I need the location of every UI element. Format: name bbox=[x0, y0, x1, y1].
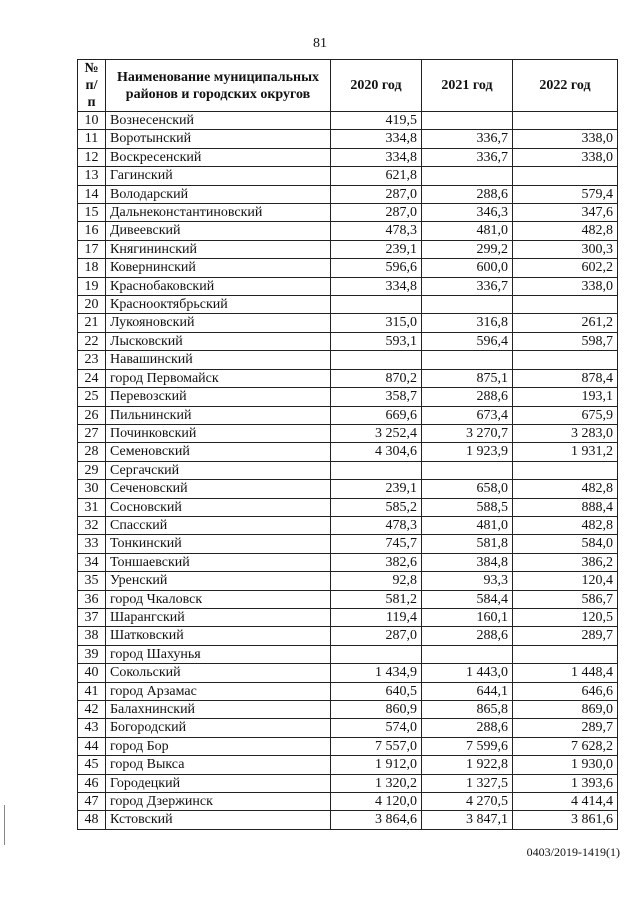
row-value-2020: 92,8 bbox=[331, 572, 422, 590]
row-value-2022: 261,2 bbox=[513, 314, 618, 332]
row-value-2022: 300,3 bbox=[513, 240, 618, 258]
row-name: Починковский bbox=[106, 424, 331, 442]
table-row bbox=[78, 388, 618, 406]
row-value-2021: 865,8 bbox=[422, 701, 513, 719]
row-name: Пильнинский bbox=[106, 406, 331, 424]
row-name: город Выкса bbox=[106, 756, 331, 774]
row-value-2020: 287,0 bbox=[331, 204, 422, 222]
row-number: 42 bbox=[78, 701, 106, 719]
row-value-2021: 3 270,7 bbox=[422, 424, 513, 442]
row-name: Краснооктябрьский bbox=[106, 296, 331, 314]
row-number: 29 bbox=[78, 461, 106, 479]
row-value-2020: 334,8 bbox=[331, 148, 422, 166]
table-row bbox=[78, 664, 618, 682]
row-name: Балахнинский bbox=[106, 701, 331, 719]
row-value-2021: 1 327,5 bbox=[422, 774, 513, 792]
row-value-2021: 7 599,6 bbox=[422, 737, 513, 755]
row-number: 48 bbox=[78, 811, 106, 829]
row-value-2021: 299,2 bbox=[422, 240, 513, 258]
row-name: Лукояновский bbox=[106, 314, 331, 332]
row-value-2022: 347,6 bbox=[513, 204, 618, 222]
row-name: Кстовский bbox=[106, 811, 331, 829]
row-value-2020: 870,2 bbox=[331, 369, 422, 387]
row-value-2020: 4 120,0 bbox=[331, 793, 422, 811]
row-name: Сергачский bbox=[106, 461, 331, 479]
row-number: 13 bbox=[78, 167, 106, 185]
table-row bbox=[78, 645, 618, 663]
row-value-2021: 316,8 bbox=[422, 314, 513, 332]
row-value-2022: 120,5 bbox=[513, 608, 618, 626]
row-value-2022: 878,4 bbox=[513, 369, 618, 387]
row-value-2021: 581,8 bbox=[422, 535, 513, 553]
row-number: 11 bbox=[78, 130, 106, 148]
row-value-2021: 588,5 bbox=[422, 498, 513, 516]
table-row bbox=[78, 222, 618, 240]
table-row bbox=[78, 572, 618, 590]
row-value-2020 bbox=[331, 351, 422, 369]
row-name: город Арзамас bbox=[106, 682, 331, 700]
row-value-2020: 593,1 bbox=[331, 332, 422, 350]
row-value-2021 bbox=[422, 351, 513, 369]
row-value-2021: 600,0 bbox=[422, 259, 513, 277]
row-name: Володарский bbox=[106, 185, 331, 203]
row-value-2022: 598,7 bbox=[513, 332, 618, 350]
row-name: Сеченовский bbox=[106, 480, 331, 498]
row-name: Сосновский bbox=[106, 498, 331, 516]
row-name: Дальнеконстантиновский bbox=[106, 204, 331, 222]
row-value-2021: 93,3 bbox=[422, 572, 513, 590]
table-row bbox=[78, 701, 618, 719]
row-number: 32 bbox=[78, 516, 106, 534]
row-number: 28 bbox=[78, 443, 106, 461]
row-value-2022: 120,4 bbox=[513, 572, 618, 590]
row-value-2020: 4 304,6 bbox=[331, 443, 422, 461]
row-value-2022: 584,0 bbox=[513, 535, 618, 553]
row-number: 24 bbox=[78, 369, 106, 387]
row-value-2022 bbox=[513, 112, 618, 130]
row-number: 31 bbox=[78, 498, 106, 516]
row-value-2021: 1 923,9 bbox=[422, 443, 513, 461]
row-value-2022: 289,7 bbox=[513, 627, 618, 645]
row-value-2020: 478,3 bbox=[331, 516, 422, 534]
table-row bbox=[78, 277, 618, 295]
row-value-2022: 7 628,2 bbox=[513, 737, 618, 755]
row-name: Ковернинский bbox=[106, 259, 331, 277]
table-row bbox=[78, 719, 618, 737]
row-value-2020: 287,0 bbox=[331, 627, 422, 645]
row-number: 25 bbox=[78, 388, 106, 406]
row-number: 15 bbox=[78, 204, 106, 222]
row-value-2022: 646,6 bbox=[513, 682, 618, 700]
row-number: 35 bbox=[78, 572, 106, 590]
budget-table bbox=[77, 59, 618, 830]
table-body bbox=[78, 112, 618, 830]
row-number: 37 bbox=[78, 608, 106, 626]
row-value-2022: 888,4 bbox=[513, 498, 618, 516]
row-value-2020: 358,7 bbox=[331, 388, 422, 406]
row-value-2022: 602,2 bbox=[513, 259, 618, 277]
row-name: Воскресенский bbox=[106, 148, 331, 166]
row-name: Краснобаковский bbox=[106, 277, 331, 295]
row-number: 47 bbox=[78, 793, 106, 811]
row-value-2021: 288,6 bbox=[422, 388, 513, 406]
table-row bbox=[78, 406, 618, 424]
table-row bbox=[78, 535, 618, 553]
document-code: 0403/2019-1419(1) bbox=[526, 845, 620, 859]
row-name: Семеновский bbox=[106, 443, 331, 461]
row-name: Городецкий bbox=[106, 774, 331, 792]
table-row bbox=[78, 296, 618, 314]
page-number: 81 bbox=[313, 36, 327, 51]
row-value-2020: 640,5 bbox=[331, 682, 422, 700]
row-value-2021: 336,7 bbox=[422, 130, 513, 148]
row-value-2021: 3 847,1 bbox=[422, 811, 513, 829]
row-value-2021: 160,1 bbox=[422, 608, 513, 626]
row-value-2022: 675,9 bbox=[513, 406, 618, 424]
row-value-2020: 419,5 bbox=[331, 112, 422, 130]
row-value-2022: 586,7 bbox=[513, 590, 618, 608]
row-name: Вознесенский bbox=[106, 112, 331, 130]
row-name: Спасский bbox=[106, 516, 331, 534]
table-row bbox=[78, 737, 618, 755]
row-number: 30 bbox=[78, 480, 106, 498]
row-name: Тоншаевский bbox=[106, 553, 331, 571]
row-value-2020 bbox=[331, 645, 422, 663]
row-value-2021: 346,3 bbox=[422, 204, 513, 222]
row-name: Княгининский bbox=[106, 240, 331, 258]
table-row bbox=[78, 627, 618, 645]
header-2021: 2021 год bbox=[422, 60, 513, 112]
table-row bbox=[78, 811, 618, 829]
row-name: Воротынский bbox=[106, 130, 331, 148]
row-value-2020: 3 252,4 bbox=[331, 424, 422, 442]
table-row bbox=[78, 480, 618, 498]
table-row bbox=[78, 351, 618, 369]
row-number: 23 bbox=[78, 351, 106, 369]
row-number: 36 bbox=[78, 590, 106, 608]
row-number: 14 bbox=[78, 185, 106, 203]
table-row bbox=[78, 130, 618, 148]
row-value-2020: 478,3 bbox=[331, 222, 422, 240]
row-value-2022: 193,1 bbox=[513, 388, 618, 406]
row-value-2021: 481,0 bbox=[422, 222, 513, 240]
row-value-2020: 1 912,0 bbox=[331, 756, 422, 774]
row-value-2021: 336,7 bbox=[422, 148, 513, 166]
row-value-2022: 386,2 bbox=[513, 553, 618, 571]
row-value-2021: 673,4 bbox=[422, 406, 513, 424]
row-value-2021: 584,4 bbox=[422, 590, 513, 608]
row-value-2020: 581,2 bbox=[331, 590, 422, 608]
row-number: 41 bbox=[78, 682, 106, 700]
row-value-2022 bbox=[513, 461, 618, 479]
table-row bbox=[78, 240, 618, 258]
table-row bbox=[78, 498, 618, 516]
table-row bbox=[78, 259, 618, 277]
row-name: Шарангский bbox=[106, 608, 331, 626]
row-value-2022 bbox=[513, 645, 618, 663]
row-value-2022: 1 930,0 bbox=[513, 756, 618, 774]
row-value-2020: 1 320,2 bbox=[331, 774, 422, 792]
row-number: 16 bbox=[78, 222, 106, 240]
table-row bbox=[78, 793, 618, 811]
table-row bbox=[78, 148, 618, 166]
row-name: Шатковский bbox=[106, 627, 331, 645]
table-row bbox=[78, 314, 618, 332]
table-row bbox=[78, 424, 618, 442]
row-value-2021: 1 443,0 bbox=[422, 664, 513, 682]
table-row bbox=[78, 590, 618, 608]
row-value-2021 bbox=[422, 296, 513, 314]
row-name: Перевозский bbox=[106, 388, 331, 406]
row-value-2020: 382,6 bbox=[331, 553, 422, 571]
row-value-2022: 1 393,6 bbox=[513, 774, 618, 792]
table-row bbox=[78, 608, 618, 626]
row-value-2020: 334,8 bbox=[331, 130, 422, 148]
row-value-2020: 3 864,6 bbox=[331, 811, 422, 829]
table-row bbox=[78, 112, 618, 130]
row-value-2020: 745,7 bbox=[331, 535, 422, 553]
header-2022: 2022 год bbox=[513, 60, 618, 112]
row-value-2022: 338,0 bbox=[513, 277, 618, 295]
row-number: 43 bbox=[78, 719, 106, 737]
row-name: город Бор bbox=[106, 737, 331, 755]
row-name: Тонкинский bbox=[106, 535, 331, 553]
row-value-2020: 287,0 bbox=[331, 185, 422, 203]
row-value-2021 bbox=[422, 645, 513, 663]
row-number: 20 bbox=[78, 296, 106, 314]
row-value-2020: 334,8 bbox=[331, 277, 422, 295]
row-value-2021 bbox=[422, 461, 513, 479]
row-name: Лысковский bbox=[106, 332, 331, 350]
row-name: город Первомайск bbox=[106, 369, 331, 387]
row-value-2022: 482,8 bbox=[513, 516, 618, 534]
row-value-2020: 585,2 bbox=[331, 498, 422, 516]
row-value-2020: 315,0 bbox=[331, 314, 422, 332]
row-value-2022: 4 414,4 bbox=[513, 793, 618, 811]
table-row bbox=[78, 369, 618, 387]
row-value-2020: 669,6 bbox=[331, 406, 422, 424]
row-number: 45 bbox=[78, 756, 106, 774]
row-number: 12 bbox=[78, 148, 106, 166]
row-value-2020: 574,0 bbox=[331, 719, 422, 737]
row-value-2020: 239,1 bbox=[331, 240, 422, 258]
row-value-2022: 338,0 bbox=[513, 130, 618, 148]
row-value-2022 bbox=[513, 351, 618, 369]
table-row bbox=[78, 443, 618, 461]
row-value-2022: 289,7 bbox=[513, 719, 618, 737]
table-row bbox=[78, 461, 618, 479]
row-number: 27 bbox=[78, 424, 106, 442]
row-value-2022 bbox=[513, 296, 618, 314]
row-value-2020: 1 434,9 bbox=[331, 664, 422, 682]
row-value-2020 bbox=[331, 461, 422, 479]
row-number: 34 bbox=[78, 553, 106, 571]
row-name: Дивеевский bbox=[106, 222, 331, 240]
row-number: 26 bbox=[78, 406, 106, 424]
row-value-2022: 338,0 bbox=[513, 148, 618, 166]
table-row bbox=[78, 516, 618, 534]
row-value-2022 bbox=[513, 167, 618, 185]
row-number: 22 bbox=[78, 332, 106, 350]
row-value-2022: 482,8 bbox=[513, 480, 618, 498]
row-value-2020: 119,4 bbox=[331, 608, 422, 626]
table-row bbox=[78, 756, 618, 774]
row-value-2021: 481,0 bbox=[422, 516, 513, 534]
row-value-2020: 239,1 bbox=[331, 480, 422, 498]
row-number: 44 bbox=[78, 737, 106, 755]
row-value-2022: 3 861,6 bbox=[513, 811, 618, 829]
row-number: 38 bbox=[78, 627, 106, 645]
row-value-2021: 644,1 bbox=[422, 682, 513, 700]
row-value-2020: 596,6 bbox=[331, 259, 422, 277]
row-number: 18 bbox=[78, 259, 106, 277]
row-value-2022: 869,0 bbox=[513, 701, 618, 719]
row-name: Сокольский bbox=[106, 664, 331, 682]
table-row bbox=[78, 682, 618, 700]
row-value-2021: 596,4 bbox=[422, 332, 513, 350]
row-name: город Шахунья bbox=[106, 645, 331, 663]
row-value-2022: 482,8 bbox=[513, 222, 618, 240]
row-number: 39 bbox=[78, 645, 106, 663]
row-name: Гагинский bbox=[106, 167, 331, 185]
row-value-2021: 384,8 bbox=[422, 553, 513, 571]
row-value-2020: 7 557,0 bbox=[331, 737, 422, 755]
row-value-2020: 860,9 bbox=[331, 701, 422, 719]
row-value-2021: 336,7 bbox=[422, 277, 513, 295]
table-row bbox=[78, 774, 618, 792]
row-value-2022: 579,4 bbox=[513, 185, 618, 203]
row-value-2021: 1 922,8 bbox=[422, 756, 513, 774]
table-row bbox=[78, 204, 618, 222]
row-name: город Дзержинск bbox=[106, 793, 331, 811]
row-value-2020 bbox=[331, 296, 422, 314]
row-value-2021: 875,1 bbox=[422, 369, 513, 387]
row-value-2021: 658,0 bbox=[422, 480, 513, 498]
row-value-2020: 621,8 bbox=[331, 167, 422, 185]
row-name: Навашинский bbox=[106, 351, 331, 369]
row-value-2021: 288,6 bbox=[422, 719, 513, 737]
row-value-2022: 3 283,0 bbox=[513, 424, 618, 442]
row-name: Богородский bbox=[106, 719, 331, 737]
table-row bbox=[78, 185, 618, 203]
row-value-2021: 4 270,5 bbox=[422, 793, 513, 811]
row-number: 33 bbox=[78, 535, 106, 553]
row-number: 19 bbox=[78, 277, 106, 295]
row-value-2021 bbox=[422, 112, 513, 130]
row-number: 21 bbox=[78, 314, 106, 332]
row-number: 17 bbox=[78, 240, 106, 258]
table-row bbox=[78, 553, 618, 571]
row-value-2022: 1 931,2 bbox=[513, 443, 618, 461]
row-name: город Чкаловск bbox=[106, 590, 331, 608]
header-number: № п/п bbox=[78, 60, 106, 112]
row-value-2021 bbox=[422, 167, 513, 185]
header-2020: 2020 год bbox=[331, 60, 422, 112]
row-value-2021: 288,6 bbox=[422, 185, 513, 203]
margin-mark bbox=[4, 805, 5, 845]
row-number: 40 bbox=[78, 664, 106, 682]
row-value-2021: 288,6 bbox=[422, 627, 513, 645]
row-name: Уренский bbox=[106, 572, 331, 590]
row-number: 46 bbox=[78, 774, 106, 792]
row-number: 10 bbox=[78, 112, 106, 130]
header-name: Наименование муниципальных районов и городских округов bbox=[106, 60, 331, 112]
table-row bbox=[78, 167, 618, 185]
table-header-row bbox=[78, 60, 618, 112]
row-value-2022: 1 448,4 bbox=[513, 664, 618, 682]
table-row bbox=[78, 332, 618, 350]
